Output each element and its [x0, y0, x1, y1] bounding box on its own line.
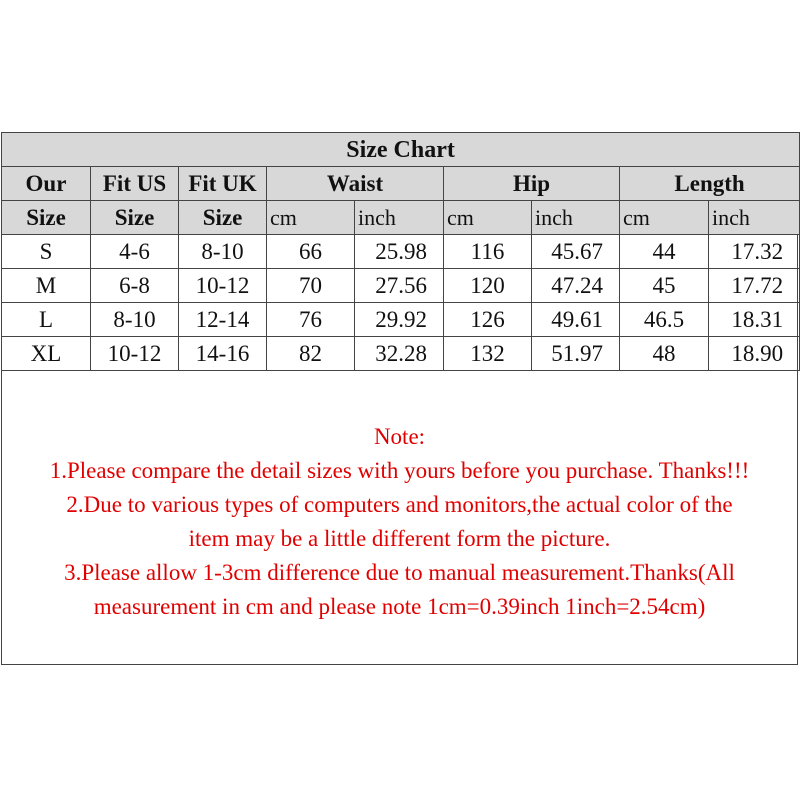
cell-length-cm: 45: [620, 269, 709, 303]
cell-size: S: [2, 235, 91, 269]
cell-hip-inch: 51.97: [532, 337, 620, 371]
note-line: 2.Due to various types of computers and monitors,the actual color of the: [66, 492, 733, 517]
header-our-size-line1: Our: [2, 167, 91, 201]
header-fit-us-line1: Fit US: [91, 167, 179, 201]
cell-us: 8-10: [91, 303, 179, 337]
cell-waist-cm: 70: [267, 269, 355, 303]
header-fit-uk-line2: Size: [179, 201, 267, 235]
note-heading: Note:: [373, 424, 426, 449]
cell-hip-cm: 120: [444, 269, 532, 303]
cell-us: 4-6: [91, 235, 179, 269]
cell-length-inch: 18.90: [709, 337, 800, 371]
cell-uk: 8-10: [179, 235, 267, 269]
header-hip: Hip: [444, 167, 620, 201]
cell-waist-inch: 25.98: [355, 235, 444, 269]
header-hip-inch: inch: [532, 201, 620, 235]
cell-size: XL: [2, 337, 91, 371]
cell-size: L: [2, 303, 91, 337]
note-line: 3.Please allow 1-3cm difference due to manual measurement.Thanks(All: [64, 560, 735, 585]
notes-section: [1, 420, 798, 624]
cell-uk: 14-16: [179, 337, 267, 371]
header-fit-us-line2: Size: [91, 201, 179, 235]
cell-waist-inch: 27.56: [355, 269, 444, 303]
header-waist: Waist: [267, 167, 444, 201]
cell-hip-cm: 132: [444, 337, 532, 371]
cell-waist-cm: 82: [267, 337, 355, 371]
cell-us: 10-12: [91, 337, 179, 371]
cell-hip-inch: 47.24: [532, 269, 620, 303]
note-line: measurement in cm and please note 1cm=0.39inch 1inch=2.54cm): [93, 594, 706, 619]
cell-uk: 10-12: [179, 269, 267, 303]
cell-waist-cm: 76: [267, 303, 355, 337]
size-chart-table: [1, 132, 800, 371]
header-length-cm: cm: [620, 201, 709, 235]
cell-hip-inch: 49.61: [532, 303, 620, 337]
table-row: [2, 235, 800, 269]
header-our-size-line2: Size: [2, 201, 91, 235]
cell-hip-cm: 116: [444, 235, 532, 269]
header-waist-cm: cm: [267, 201, 355, 235]
cell-length-inch: 18.31: [709, 303, 800, 337]
table-row: [2, 337, 800, 371]
note-line: item may be a little different form the picture.: [188, 526, 611, 551]
table-row: [2, 303, 800, 337]
cell-us: 6-8: [91, 269, 179, 303]
cell-waist-inch: 32.28: [355, 337, 444, 371]
cell-length-cm: 48: [620, 337, 709, 371]
header-fit-uk-line1: Fit UK: [179, 167, 267, 201]
cell-length-inch: 17.32: [709, 235, 800, 269]
cell-waist-cm: 66: [267, 235, 355, 269]
cell-uk: 12-14: [179, 303, 267, 337]
header-length-inch: inch: [709, 201, 800, 235]
header-length: Length: [620, 167, 800, 201]
note-line: 1.Please compare the detail sizes with yours before you purchase. Thanks!!!: [49, 458, 750, 483]
cell-length-cm: 46.5: [620, 303, 709, 337]
cell-waist-inch: 29.92: [355, 303, 444, 337]
cell-hip-cm: 126: [444, 303, 532, 337]
cell-length-cm: 44: [620, 235, 709, 269]
chart-title: Size Chart: [2, 133, 800, 167]
cell-hip-inch: 45.67: [532, 235, 620, 269]
header-waist-inch: inch: [355, 201, 444, 235]
cell-length-inch: 17.72: [709, 269, 800, 303]
cell-size: M: [2, 269, 91, 303]
table-row: [2, 269, 800, 303]
header-hip-cm: cm: [444, 201, 532, 235]
